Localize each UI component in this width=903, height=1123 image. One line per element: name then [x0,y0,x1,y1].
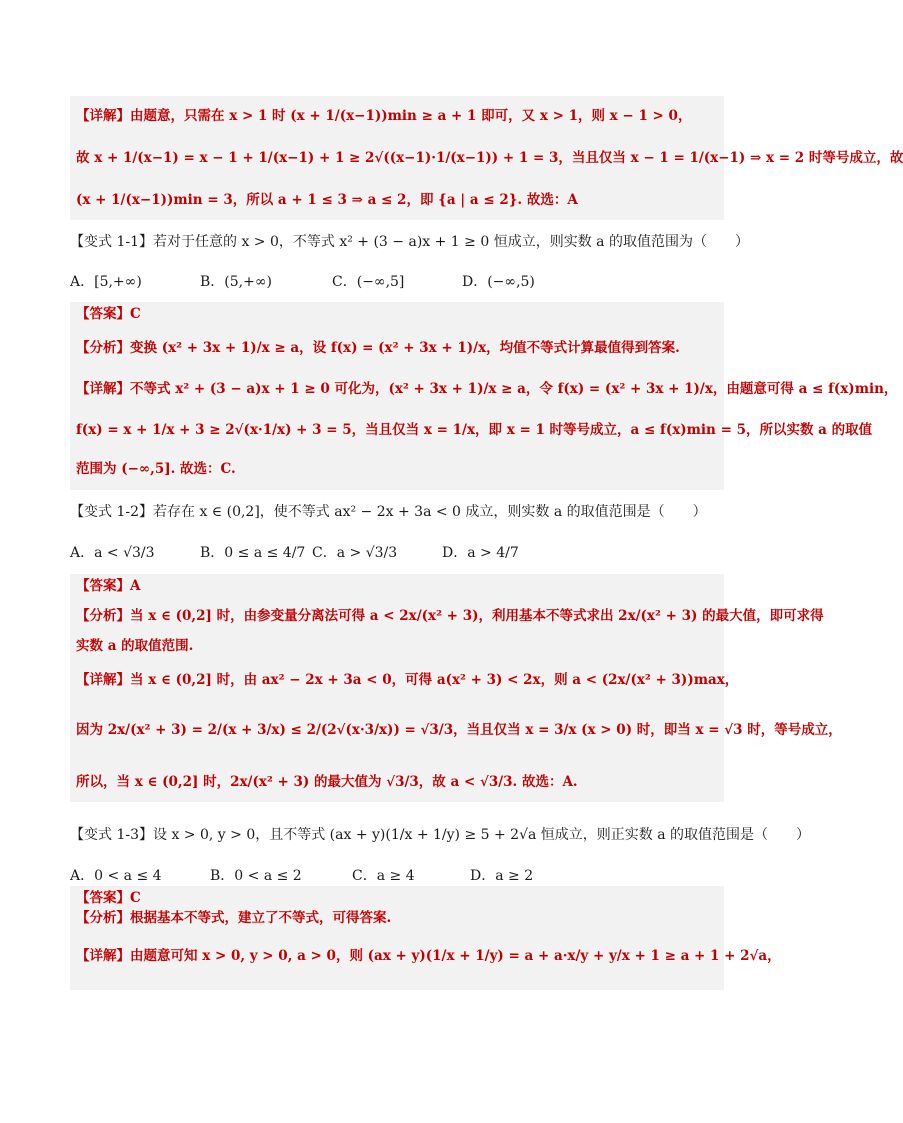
option-b: B．(5,+∞) [200,274,272,290]
option-d: D．a ≥ 2 [470,868,534,884]
answer-label: 【答案】 [76,890,130,906]
answer-value: C [130,890,141,906]
analysis-label: 【分析】 [76,910,130,926]
detail-line-3: 所以，当 x ∈ (0,2] 时，2x/(x² + 3) 的最大值为 √3/3，故 a < √3/3. 故选：A. [76,774,578,790]
analysis-line-2: 实数 a 的取值范围. [76,638,194,654]
option-d: D．(−∞,5) [462,274,535,290]
option-b: B．0 < a ≤ 2 [210,868,302,884]
analysis-label: 【分析】 [76,340,130,356]
detail-line-3: (x + 1/(x−1))min = 3，所以 a + 1 ≤ 3 ⇒ a ≤ 2，即 {a | a ≤ 2}. 故选：A [76,192,578,208]
detail-line-2: f(x) = x + 1/x + 3 ≥ 2√(x·1/x) + 3 = 5，当且仅当 x = 1/x，即 x = 1 时等号成立，a ≤ f(x)min = 5，所以实数 a 的取值 [76,422,873,438]
question-1-2-options [70,543,724,563]
option-d: D．a > 4/7 [442,545,519,561]
detail-label: 【详解】 [76,672,130,688]
analysis-line: 【分析】变换 (x² + 3x + 1)/x ≥ a，设 f(x) = (x² + 3x + 1)/x，均值不等式计算最值得到答案. [76,340,680,356]
detail-line-1: 【详解】由题意可知 x > 0, y > 0, a > 0，则 (ax + y)(1/x + 1/y) = a + a·x/y + y/x + 1 ≥ a + 1 + 2√a， [76,948,781,964]
detail-line-2: 因为 2x/(x² + 3) = 2/(x + 3/x) ≤ 2/(2√(x·3/x)) = √3/3，当且仅当 x = 3/x (x > 0) 时，即当 x = √3 时，等号成立， [76,722,842,738]
question-1-3-options [70,866,724,886]
analysis-line: 【分析】根据基本不等式，建立了不等式，可得答案. [76,910,392,926]
detail-line-2: 故 x + 1/(x−1) = x − 1 + 1/(x−1) + 1 ≥ 2√((x−1)·1/(x−1)) + 1 = 3，当且仅当 x − 1 = 1/(x−1) ⇒ x = 2 时等号成立，故 [76,150,903,166]
answer-line [76,888,720,908]
answer-value: A [130,578,141,594]
option-a: A．0 < a ≤ 4 [70,868,162,884]
answer-line [76,304,720,324]
question-1-3-stem: 【变式 1-3】设 x > 0, y > 0，且不等式 (ax + y)(1/x + 1/y) ≥ 5 + 2√a 恒成立，则正实数 a 的取值范围是（ ） [70,827,811,843]
detail-label: 【详解】 [76,108,130,124]
detail-label: 【详解】 [76,381,130,397]
detail-line-1: 【详解】不等式 x² + (3 − a)x + 1 ≥ 0 可化为，(x² + 3x + 1)/x ≥ a，令 f(x) = (x² + 3x + 1)/x，由题意可得 a ≤ f(x)min， [76,381,898,397]
detail-line-1: 【详解】当 x ∈ (0,2] 时，由 ax² − 2x + 3a < 0，可得 a(x² + 3) < 2x，则 a < (2x/(x² + 3))max， [76,672,739,688]
option-c: C．(−∞,5] [332,274,405,290]
solution-block-prev [70,96,903,220]
option-b: B．0 ≤ a ≤ 4/7 [200,545,306,561]
answer-line [76,576,720,596]
solution-block-1-3 [70,886,781,990]
option-c: C．a > √3/3 [312,545,398,561]
solution-block-1-2 [70,574,842,802]
question-1-1-stem: 【变式 1-1】若对于任意的 x > 0，不等式 x² + (3 − a)x + 1 ≥ 0 恒成立，则实数 a 的取值范围为（ ） [70,234,749,250]
question-1-2-stem: 【变式 1-2】若存在 x ∈ (0,2]，使不等式 ax² − 2x + 3a < 0 成立，则实数 a 的取值范围是（ ） [70,504,707,520]
analysis-line-1: 【分析】当 x ∈ (0,2] 时，由参变量分离法可得 a < 2x/(x² + 3)，利用基本不等式求出 2x/(x² + 3) 的最大值，即可求得 [76,608,824,624]
analysis-label: 【分析】 [76,608,130,624]
detail-line-1: 【详解】由题意，只需在 x > 1 时 (x + 1/(x−1))min ≥ a + 1 即可，又 x > 1，则 x − 1 > 0， [76,108,692,124]
answer-value: C [130,306,141,322]
option-a: A．[5,+∞) [70,274,142,290]
detail-line-3: 范围为 (−∞,5]. 故选：C. [76,461,236,477]
answer-label: 【答案】 [76,578,130,594]
detail-label: 【详解】 [76,948,130,964]
option-c: C．a ≥ 4 [352,868,415,884]
solution-block-1-1 [70,302,898,490]
question-1-1-options [70,272,724,292]
answer-label: 【答案】 [76,306,130,322]
option-a: A．a < √3/3 [70,545,155,561]
